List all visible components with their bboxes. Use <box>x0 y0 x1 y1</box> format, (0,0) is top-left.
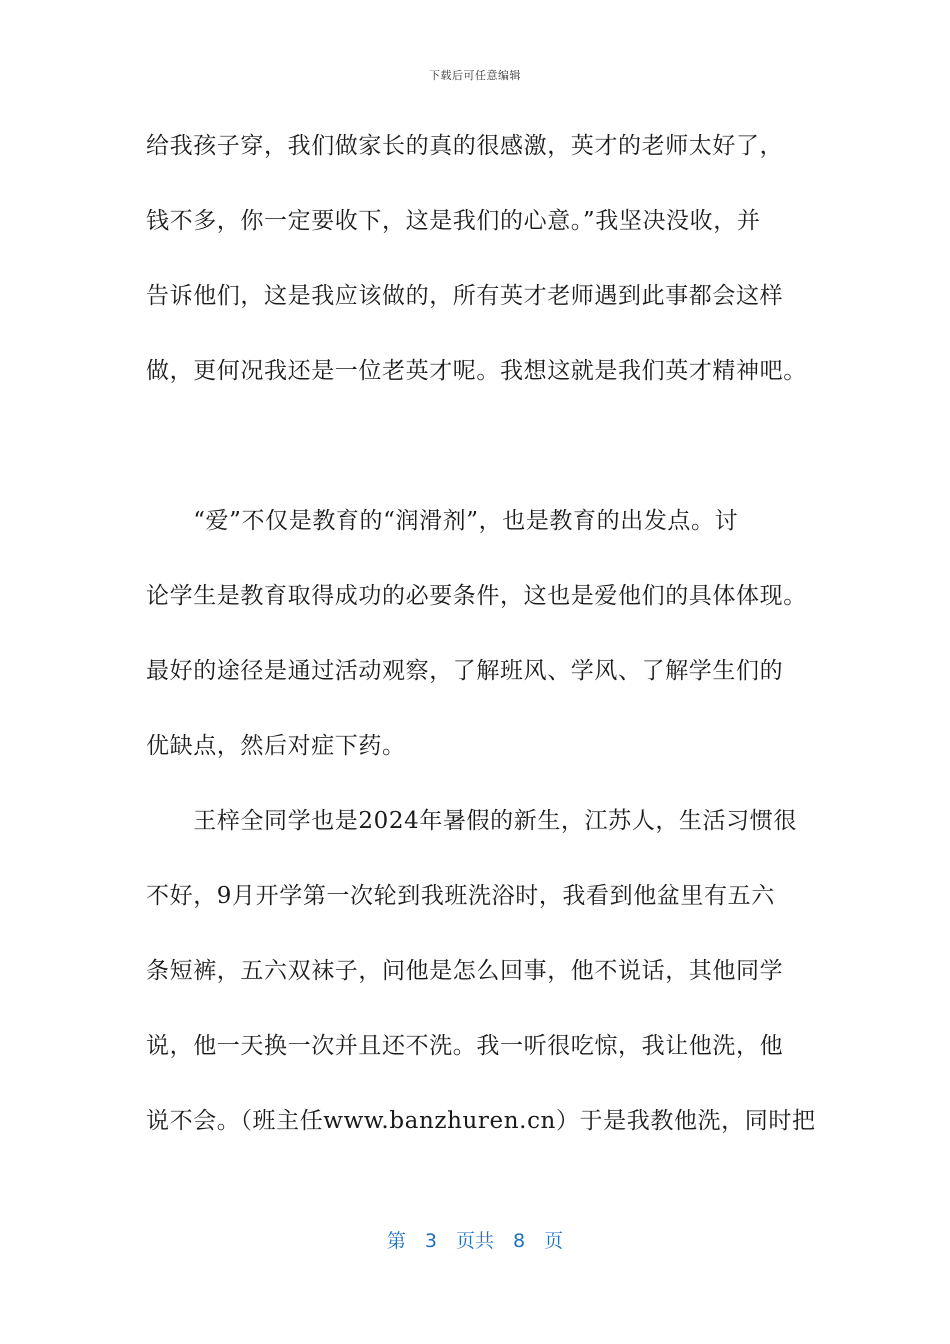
text-line: 不好，9月开学第一次轮到我班洗浴时，我看到他盆里有五六 <box>146 883 775 909</box>
header-note: 下载后可任意编辑 <box>429 69 521 82</box>
text-line: 告诉他们，这是我应该做的，所有英才老师遇到此事都会这样 <box>146 283 784 309</box>
text-line: 最好的途径是通过活动观察，了解班风、学风、了解学生们的 <box>146 658 784 684</box>
text-line: 说，他一天换一次并且还不洗。我一听很吃惊，我让他洗，他 <box>146 1033 784 1059</box>
text-line: 优缺点，然后对症下药。 <box>146 733 406 759</box>
text-line: 钱不多，你一定要收下，这是我们的心意。”我坚决没收，并 <box>146 208 761 234</box>
text-line: 条短裤，五六双袜子，问他是怎么回事，他不说话，其他同学 <box>146 958 784 984</box>
text-line: 给我孩子穿，我们做家长的真的很感激，英才的老师太好了， <box>146 133 784 159</box>
page-number-footer: 第 3 页共 8 页 <box>386 1230 564 1252</box>
text-line: 说不会。（班主任www.banzhuren.cn）于是我教他洗，同时把 <box>146 1108 816 1134</box>
text-line: 王梓全同学也是2024年暑假的新生，江苏人，生活习惯很 <box>146 808 797 834</box>
text-line: 论学生是教育取得成功的必要条件，这也是爱他们的具体体现。 <box>146 583 807 609</box>
text-line: 做，更何况我还是一位老英才呢。我想这就是我们英才精神吧。 <box>146 358 807 384</box>
text-line: “爱”不仅是教育的“润滑剂”，也是教育的出发点。讨 <box>146 508 739 534</box>
